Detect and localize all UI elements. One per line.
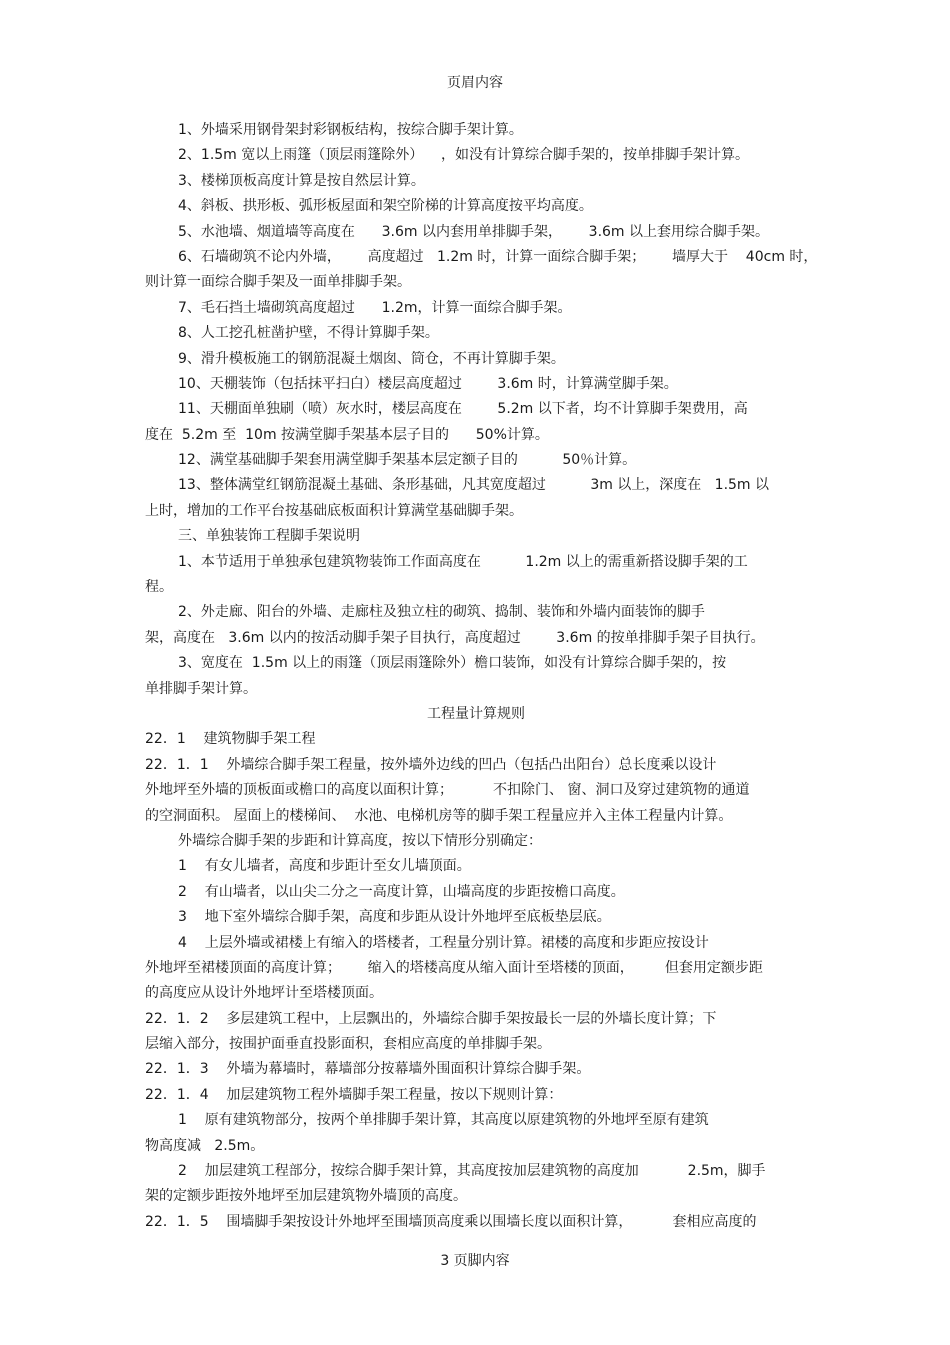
text-line: 10、天棚装饰（包括抹平扫白）楼层高度超过 3.6m 时，计算满堂脚手架。 bbox=[178, 375, 678, 392]
text-line: 22．1．4 加层建筑物工程外墙脚手架工程量，按以下规则计算： bbox=[145, 1086, 563, 1103]
text-line: 1 原有建筑物部分，按两个单排脚手架计算，其高度以原建筑物的外地坪至原有建筑 bbox=[178, 1112, 709, 1129]
text-line: 4 上层外墙或裙楼上有缩入的塔楼者，工程量分别计算。裙楼的高度和步距应按设计 bbox=[178, 934, 709, 951]
text-line: 22．1．2 多层建筑工程中，上层飘出的，外墙综合脚手架按最长一层的外墙长度计算；下 bbox=[145, 1010, 717, 1027]
text-line: 单排脚手架计算。 bbox=[145, 680, 257, 697]
text-line: 4、斜板、拱形板、弧形板屋面和架空阶梯的计算高度按平均高度。 bbox=[178, 198, 593, 215]
text-line: 22．1 建筑物脚手架工程 bbox=[145, 731, 316, 748]
text-line: 2 加层建筑工程部分，按综合脚手架计算，其高度按加层建筑物的高度加 2.5m，脚手 bbox=[178, 1163, 766, 1180]
text-line: 9、滑升模板施工的钢筋混凝土烟囱、筒仓，不再计算脚手架。 bbox=[178, 350, 565, 367]
text-line: 22．1．3 外墙为幕墙时，幕墙部分按幕墙外围面积计算综合脚手架。 bbox=[145, 1061, 591, 1078]
text-line: 物高度减 2.5m。 bbox=[145, 1137, 265, 1154]
page-header: 页眉内容 bbox=[447, 75, 503, 91]
text-line: 1 有女儿墙者，高度和步距计至女儿墙顶面。 bbox=[178, 858, 471, 875]
text-line: 12、满堂基础脚手架套用满堂脚手架基本层定额子目的 50％计算。 bbox=[178, 452, 637, 469]
document-body bbox=[145, 118, 818, 1235]
page-footer: 3 页脚内容 bbox=[440, 1253, 510, 1269]
text-line: 22．1．5 围墙脚手架按设计外地坪至围墙顶高度乘以围墙长度以面积计算， 套相应高度的 bbox=[145, 1213, 757, 1230]
text-line: 三、单独装饰工程脚手架说明 bbox=[178, 528, 360, 545]
text-line: 外墙综合脚手架的步距和计算高度，按以下情形分别确定： bbox=[178, 832, 542, 849]
text-line: 11、天棚面单独刷（喷）灰水时，楼层高度在 5.2m 以下者，均不计算脚手架费用，高 bbox=[178, 401, 748, 418]
text-line: 外地坪至裙楼顶面的高度计算； 缩入的塔楼高度从缩入面计至塔楼的顶面， 但套用定额步距 bbox=[145, 959, 763, 976]
text-line: 工程量计算规则 bbox=[427, 705, 525, 722]
text-line: 外地坪至外墙的顶板面或檐口的高度以面积计算； 不扣除门、 窗、洞口及穿过建筑物的通道 bbox=[145, 782, 750, 799]
text-line: 13、整体满堂红钢筋混凝土基础、条形基础，凡其宽度超过 3m 以上，深度在 1.5m 以 bbox=[178, 477, 770, 494]
text-line: 3、楼梯顶板高度计算是按自然层计算。 bbox=[178, 172, 425, 189]
text-line: 7、毛石挡土墙砌筑高度超过 1.2m，计算一面综合脚手架。 bbox=[178, 299, 572, 316]
text-line: 的空洞面积。 屋面上的楼梯间、 水池、电梯机房等的脚手架工程量应并入主体工程量内计算。 bbox=[145, 807, 733, 824]
text-line: 8、人工挖孔桩凿护壁，不得计算脚手架。 bbox=[178, 325, 439, 342]
text-line: 2、1.5m 宽以上雨篷（顶层雨篷除外） ，如没有计算综合脚手架的，按单排脚手架计算。 bbox=[178, 147, 750, 164]
text-line: 2、外走廊、阳台的外墙、走廊柱及独立柱的砌筑、捣制、装饰和外墙内面装饰的脚手 bbox=[178, 604, 705, 621]
text-line: 层缩入部分，按围护面垂直投影面积，套相应高度的单排脚手架。 bbox=[145, 1036, 551, 1053]
text-line: 1、本节适用于单独承包建筑物装饰工作面高度在 1.2m 以上的需重新搭设脚手架的工 bbox=[178, 553, 748, 570]
text-line: 则计算一面综合脚手架及一面单排脚手架。 bbox=[145, 274, 411, 291]
text-line: 6、石墙砌筑不论内外墙， 高度超过 1.2m 时，计算一面综合脚手架； 墙厚大于 40cm 时， bbox=[178, 248, 818, 265]
text-line: 1、外墙采用钢骨架封彩钢板结构，按综合脚手架计算。 bbox=[178, 122, 523, 138]
text-line: 架的定额步距按外地坪至加层建筑物外墙顶的高度。 bbox=[145, 1188, 467, 1205]
text-line: 程。 bbox=[145, 579, 173, 596]
text-line: 3、宽度在 1.5m 以上的雨篷（顶层雨篷除外）檐口装饰，如没有计算综合脚手架的，按 bbox=[178, 655, 727, 672]
text-line: 的高度应从设计外地坪计至塔楼顶面。 bbox=[145, 985, 383, 1002]
text-line: 5、水池墙、烟道墙等高度在 3.6m 以内套用单排脚手架， 3.6m 以上套用综合脚手架。 bbox=[178, 223, 770, 240]
text-line: 上时，增加的工作平台按基础底板面积计算满堂基础脚手架。 bbox=[145, 502, 523, 519]
text-line: 3 地下室外墙综合脚手架，高度和步距从设计外地坪至底板垫层底。 bbox=[178, 909, 611, 926]
text-line: 架，高度在 3.6m 以内的按活动脚手架子目执行，高度超过 3.6m 的按单排脚手架子目执行。 bbox=[145, 629, 765, 646]
text-line: 度在 5.2m 至 10m 按满堂脚手架基本层子目的 50%计算。 bbox=[145, 426, 549, 443]
text-line: 22．1．1 外墙综合脚手架工程量，按外墙外边线的凹凸（包括凸出阳台）总长度乘以设计 bbox=[145, 756, 717, 773]
text-line: 2 有山墙者，以山尖二分之一高度计算，山墙高度的步距按檐口高度。 bbox=[178, 883, 625, 900]
